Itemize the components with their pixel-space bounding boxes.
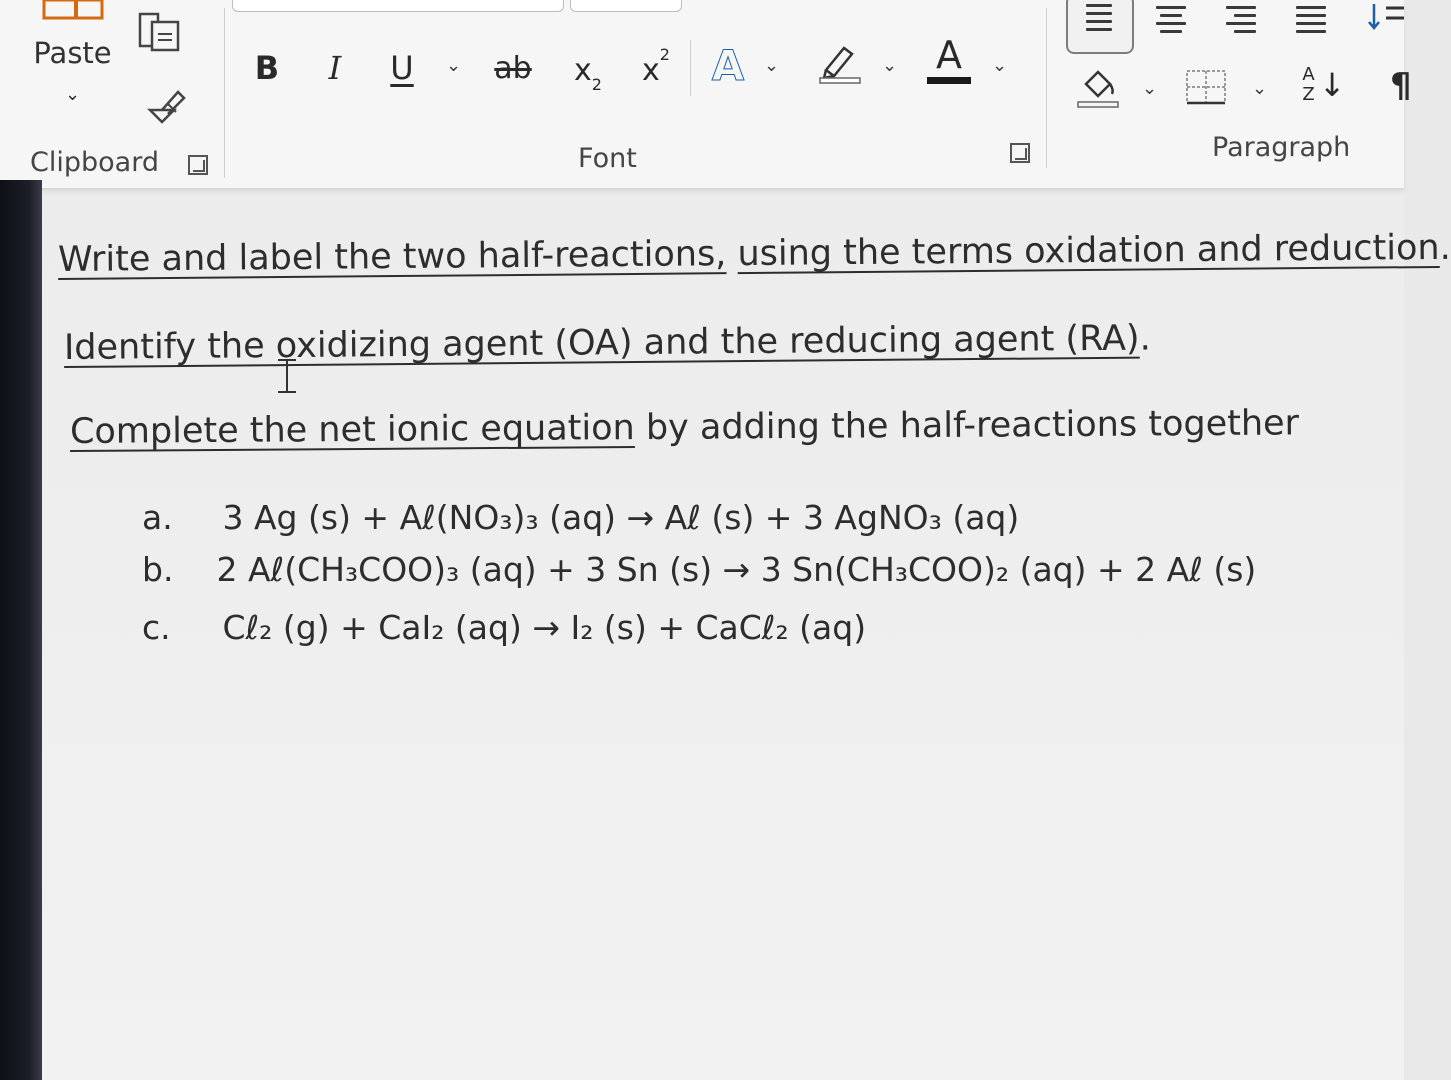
align-center-button[interactable]	[1152, 0, 1192, 40]
instruction-3-part-1: Complete the net ionic equation	[69, 408, 635, 452]
text-effects-button[interactable]: A	[711, 40, 745, 90]
text-effects-chevron-icon[interactable]: ⌄	[764, 55, 780, 76]
instruction-1-part-2: using the terms oxidation and reduction	[737, 227, 1440, 275]
instruction-3-part-2: by adding the half-reactions together	[634, 403, 1300, 449]
instruction-2-part-1: Identify the oxidizing agent (OA) and the reducing agent (RA)	[63, 318, 1140, 368]
line-spacing-icon[interactable]	[1366, 0, 1406, 40]
divider	[690, 40, 691, 96]
equation-row-b	[142, 550, 1256, 589]
superscript-label: x	[642, 52, 660, 88]
font-color-chevron-icon[interactable]: ⌄	[992, 55, 1008, 76]
subscript-label: x	[574, 52, 592, 88]
instruction-line-3	[70, 403, 1299, 452]
clipboard-group-label: Clipboard	[30, 147, 159, 178]
equation-label: a.	[142, 498, 173, 537]
sort-label-a: A	[1302, 64, 1315, 85]
highlight-color-icon[interactable]	[816, 38, 866, 86]
strikethrough-button[interactable]: ab	[494, 50, 532, 86]
font-color-label: A	[936, 33, 962, 77]
sort-label-z: Z	[1302, 84, 1315, 105]
sort-button[interactable]	[1296, 60, 1352, 110]
paste-button[interactable]	[30, 0, 115, 110]
equation-text: 2 Aℓ(CH₃COO)₃ (aq) + 3 Sn (s) → 3 Sn(CH₃COO)₂ (aq) + 2 Aℓ (s)	[216, 550, 1257, 589]
equation-text: 3 Ag (s) + Aℓ(NO₃)₃ (aq) → Aℓ (s) + 3 AgNO₃ (aq)	[222, 498, 1020, 537]
shading-chevron-icon[interactable]: ⌄	[1142, 78, 1158, 99]
equation-row-a	[142, 498, 1019, 537]
instruction-line-1	[58, 228, 1451, 280]
sort-arrow-icon: ↓	[1318, 66, 1346, 104]
instruction-line-2	[64, 319, 1151, 368]
paste-label: Paste	[33, 36, 112, 70]
divider	[224, 8, 225, 178]
font-color-swatch	[927, 77, 971, 84]
copy-icon[interactable]	[136, 8, 186, 54]
superscript-button[interactable]	[636, 42, 676, 86]
divider	[1046, 8, 1047, 168]
instruction-1-end: .	[1439, 227, 1451, 268]
instruction-1-part-1: Write and label the two half-reactions,	[57, 234, 727, 280]
borders-icon[interactable]	[1184, 68, 1230, 108]
subscript-button[interactable]	[568, 48, 608, 92]
align-left-button[interactable]	[1066, 0, 1134, 54]
subscript-mark: 2	[591, 74, 602, 94]
italic-button[interactable]: I	[328, 49, 342, 87]
text-cursor-icon	[272, 358, 302, 398]
font-color-button[interactable]	[926, 34, 972, 86]
paste-options-chevron-icon[interactable]: ⌄	[64, 84, 81, 105]
font-dialog-launcher-icon[interactable]	[1010, 143, 1030, 163]
superscript-mark: 2	[659, 44, 670, 64]
font-name-box[interactable]	[232, 0, 564, 12]
paragraph-group-label: Paragraph	[1212, 132, 1351, 163]
justify-button[interactable]	[1292, 0, 1332, 40]
align-right-button[interactable]	[1222, 0, 1262, 40]
format-painter-icon[interactable]	[142, 80, 190, 124]
font-group-label: Font	[578, 143, 637, 174]
clipboard-dialog-launcher-icon[interactable]	[188, 155, 208, 175]
equation-label: b.	[142, 550, 174, 589]
equation-row-c	[142, 608, 866, 647]
equation-label: c.	[142, 608, 171, 647]
font-size-box[interactable]	[570, 0, 682, 12]
underline-button[interactable]: U	[390, 49, 414, 87]
borders-chevron-icon[interactable]: ⌄	[1252, 78, 1268, 99]
monitor-bezel	[0, 180, 42, 1080]
show-marks-icon[interactable]: ¶	[1390, 66, 1412, 106]
instruction-2-end: .	[1139, 318, 1151, 359]
bold-button[interactable]: B	[254, 49, 280, 87]
shading-icon[interactable]	[1074, 66, 1124, 110]
equation-text: Cℓ₂ (g) + CaI₂ (aq) → I₂ (s) + CaCℓ₂ (aq)	[222, 608, 867, 647]
highlight-color-chevron-icon[interactable]: ⌄	[882, 55, 898, 76]
ribbon	[0, 0, 1412, 190]
paste-icon	[38, 0, 108, 22]
underline-options-chevron-icon[interactable]: ⌄	[446, 55, 462, 76]
